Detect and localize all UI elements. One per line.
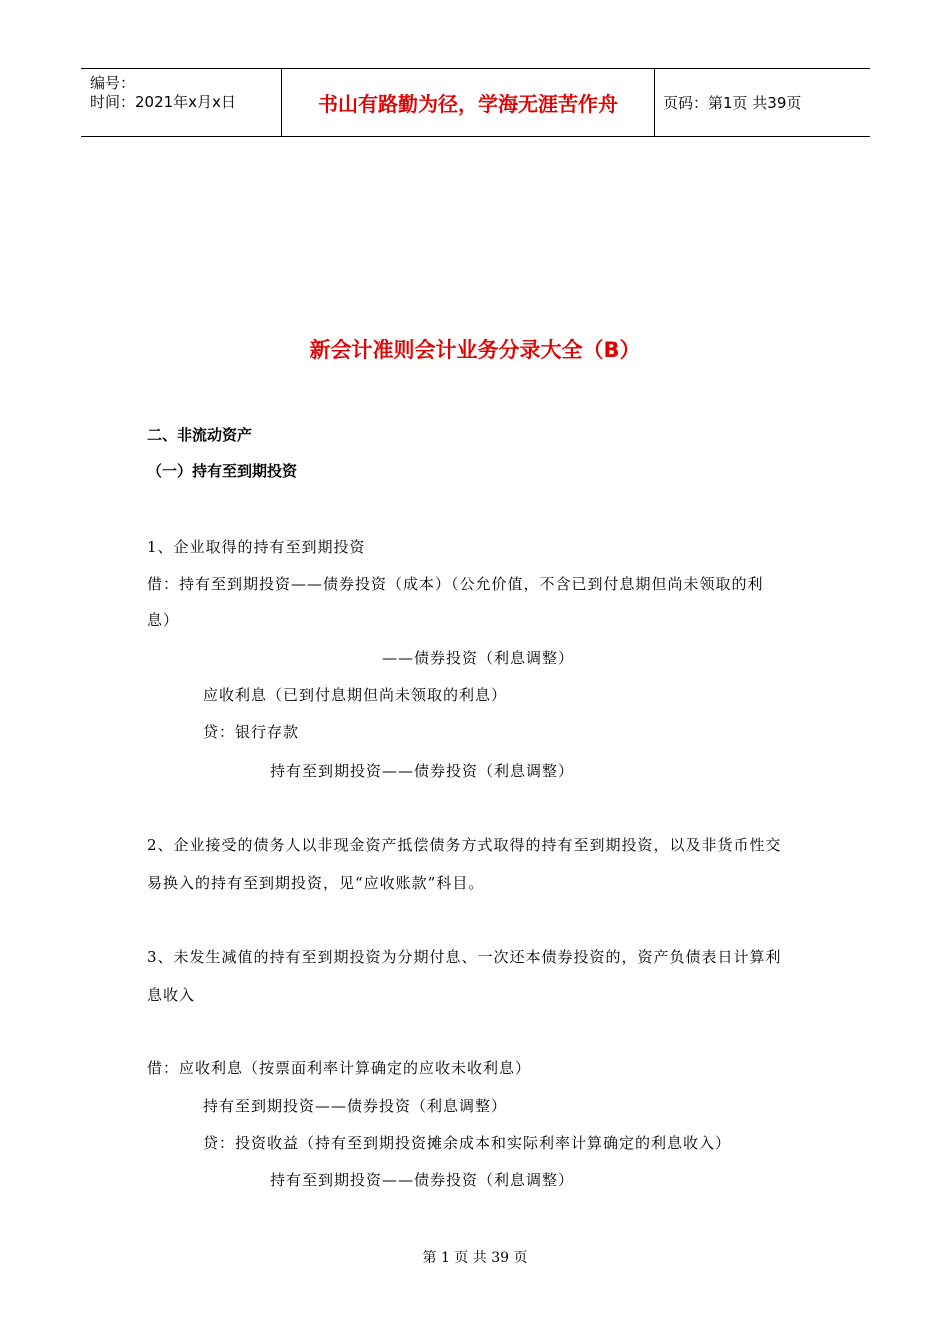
section-heading: 二、非流动资产	[147, 426, 253, 444]
document-time-label: 时间：2021年x月x日	[90, 93, 236, 111]
header-motto: 书山有路勤为径，学海无涯苦作舟	[282, 69, 655, 136]
paragraph-line: ——债券投资（利息调整）	[382, 649, 575, 667]
header-info-cell	[81, 69, 282, 136]
paragraph-line: 持有至到期投资——债券投资（利息调整）	[270, 762, 575, 780]
paragraph-line: 持有至到期投资——债券投资（利息调整）	[203, 1097, 508, 1115]
paragraph-line: 贷：银行存款	[203, 723, 300, 741]
paragraph-line: 易换入的持有至到期投资，见“应收账款”科目。	[147, 874, 485, 892]
paragraph-line: 2、企业接受的债务人以非现金资产抵偿债务方式取得的持有至到期投资，以及非货币性交	[147, 836, 782, 854]
paragraph-line: 息）	[147, 611, 180, 629]
paragraph-line: 借：持有至到期投资——债券投资（成本）（公允价值，不含已到付息期但尚未领取的利	[147, 575, 764, 593]
document-number-label: 编号：	[90, 74, 136, 92]
page-header	[81, 68, 870, 137]
paragraph-line: 持有至到期投资——债券投资（利息调整）	[270, 1171, 575, 1189]
paragraph-line: 3、未发生减值的持有至到期投资为分期付息、一次还本债券投资的，资产负债表日计算利	[147, 948, 782, 966]
paragraph-line: 借：应收利息（按票面利率计算确定的应收未收利息）	[147, 1059, 532, 1077]
document-title: 新会计准则会计业务分录大全（B）	[309, 338, 641, 362]
page-footer: 第 1 页 共 39 页	[422, 1250, 528, 1266]
paragraph-line: 贷：投资收益（持有至到期投资摊余成本和实际利率计算确定的利息收入）	[203, 1134, 732, 1152]
paragraph-line: 应收利息（已到付息期但尚未领取的利息）	[203, 686, 508, 704]
subsection-heading: （一）持有至到期投资	[147, 462, 298, 480]
header-page-info: 页码：第1页 共39页	[663, 94, 802, 112]
paragraph-line: 息收入	[147, 986, 196, 1004]
paragraph-line: 1、企业取得的持有至到期投资	[147, 538, 366, 556]
